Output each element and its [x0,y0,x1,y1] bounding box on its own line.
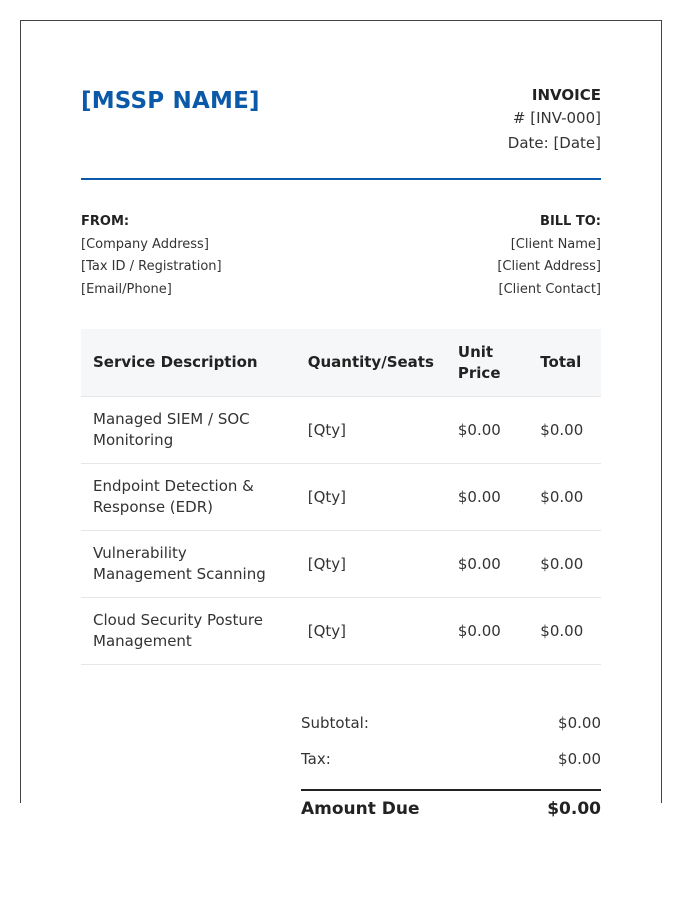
tax-value: $0.00 [558,750,601,768]
service-unit-price: $0.00 [446,464,528,531]
header-quantity-seats: Quantity/Seats [296,329,446,397]
amount-due-value: $0.00 [547,799,601,819]
header-divider [81,178,601,180]
service-unit-price: $0.00 [446,598,528,665]
subtotal-row [301,711,601,747]
from-label: FROM: [81,214,130,229]
from-email-phone: [Email/Phone] [81,281,172,297]
header-service-description: Service Description [81,329,296,397]
from-company-address: [Company Address] [81,236,209,252]
invoice-number: # [INV-000] [512,109,601,127]
service-description: Cloud Security Posture Management [81,598,296,665]
header-total: Total [528,329,601,397]
table-row [81,397,601,464]
invoice-page [20,20,662,819]
table-row [81,464,601,531]
table-row [81,598,601,665]
from-block [81,211,222,301]
amount-due-label: Amount Due [301,799,420,819]
service-total: $0.00 [528,464,601,531]
bill-to-client-address: [Client Address] [497,259,601,274]
subtotal-value: $0.00 [558,714,601,732]
bill-to-block [497,211,601,301]
totals-divider [301,789,601,791]
service-quantity: [Qty] [296,464,446,531]
subtotal-label: Subtotal: [301,714,369,732]
service-quantity: [Qty] [296,397,446,464]
bill-to-client-contact: [Client Contact] [498,281,601,297]
table-row [81,531,601,598]
totals-block [301,711,601,819]
service-description: Vulnerability Management Scanning [81,531,296,598]
invoice-title: INVOICE [531,86,601,104]
amount-due-row [301,799,601,819]
service-description: Endpoint Detection & Response (EDR) [81,464,296,531]
service-unit-price: $0.00 [446,397,528,464]
service-quantity: [Qty] [296,531,446,598]
service-description: Managed SIEM / SOC Monitoring [81,397,296,464]
table-header-row [81,329,601,397]
invoice-date: Date: [Date] [507,134,601,152]
bill-to-label: BILL TO: [540,214,601,229]
service-total: $0.00 [528,397,601,464]
header-unit-price: Unit Price [446,329,528,397]
services-table [81,329,601,665]
service-unit-price: $0.00 [446,531,528,598]
invoice-header [508,84,601,156]
service-total: $0.00 [528,598,601,665]
bill-to-client-name: [Client Name] [510,236,601,252]
tax-label: Tax: [301,750,331,768]
tax-row [301,747,601,783]
service-total: $0.00 [528,531,601,598]
brand-name: [MSSP NAME] [81,88,260,114]
service-quantity: [Qty] [296,598,446,665]
from-tax-id: [Tax ID / Registration] [81,259,222,274]
